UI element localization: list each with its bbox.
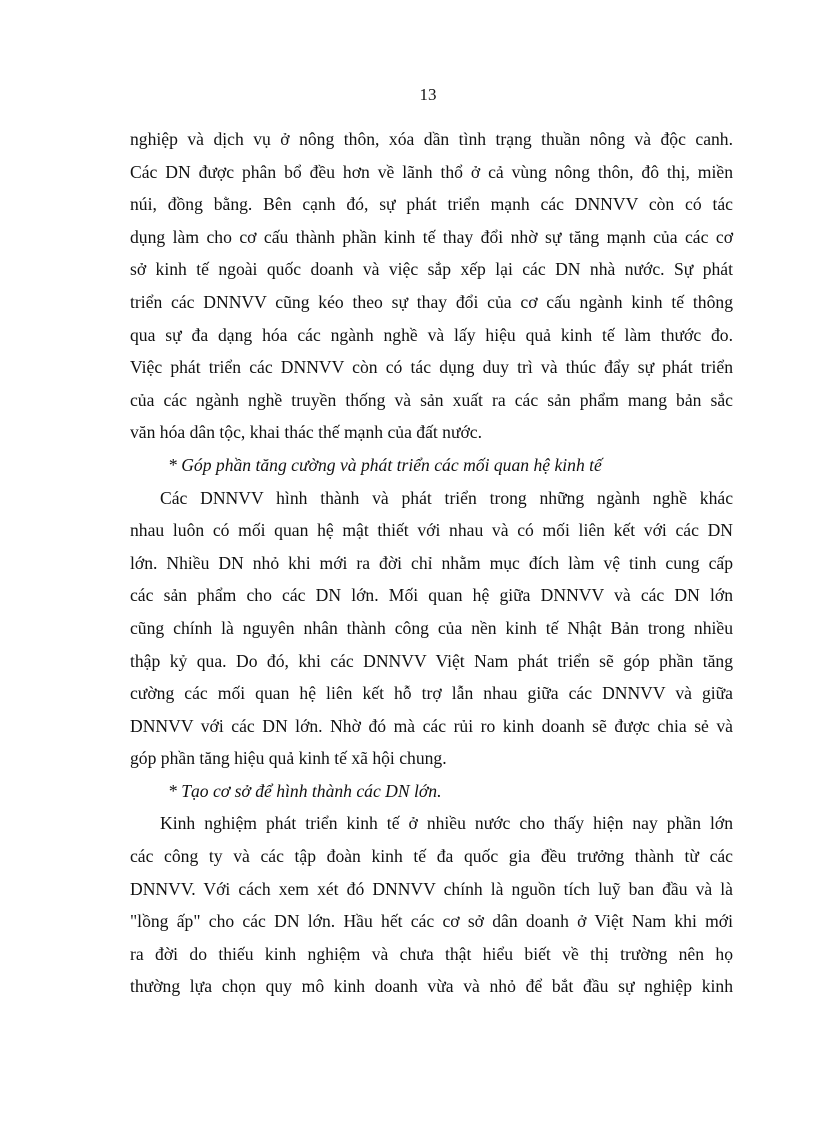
text-line: ra đời do thiếu kinh nghiệm và chưa thật hiểu biết về thị trường nên họ xyxy=(130,943,733,964)
text-line: triển các DNNVV cũng kéo theo sự thay đổi của cơ cấu ngành kinh tế thông xyxy=(130,291,733,312)
text-line: sở kinh tế ngoài quốc doanh và việc sắp xếp lại các DN nhà nước. Sự phát xyxy=(130,259,733,280)
text-line: nhau luôn có mối quan hệ mật thiết với nhau và có mối liên kết với các DN xyxy=(130,520,733,541)
text-line: thường lựa chọn quy mô kinh doanh vừa và nhỏ để bắt đầu sự nghiệp kinh xyxy=(130,976,733,997)
section-heading: * Tạo cơ sở để hình thành các DN lớn. xyxy=(168,780,442,801)
text-line: qua sự đa dạng hóa các ngành nghề và lấy hiệu quả kinh tế làm thước đo. xyxy=(130,324,733,345)
text-line: dụng làm cho cơ cấu thành phần kinh tế thay đổi nhờ sự tăng mạnh của các cơ xyxy=(130,226,733,247)
section-heading: * Góp phần tăng cường và phát triển các mối quan hệ kinh tế xyxy=(168,454,602,475)
text-line: của các ngành nghề truyền thống và sản xuất ra các sản phẩm mang bản sắc xyxy=(130,389,733,410)
text-line: Các DNNVV hình thành và phát triển trong những ngành nghề khác xyxy=(160,487,733,508)
text-line: cường các mối quan hệ liên kết hỗ trợ lẫn nhau giữa các DNNVV và giữa xyxy=(130,683,733,704)
text-line: cũng chính là nguyên nhân thành công của nền kinh tế Nhật Bản trong nhiều xyxy=(130,617,733,638)
text-line: các công ty và các tập đoàn kinh tế đa quốc gia đều trưởng thành từ các xyxy=(130,846,733,867)
text-line: nghiệp và dịch vụ ở nông thôn, xóa dần tình trạng thuần nông và độc canh. xyxy=(130,129,733,149)
text-line: Việc phát triển các DNNVV còn có tác dụng duy trì và thúc đẩy sự phát triển xyxy=(130,357,733,378)
text-line: "lồng ấp" cho các DN lớn. Hầu hết các cơ sở dân doanh ở Việt Nam khi mới xyxy=(130,911,733,932)
text-line: thập kỷ qua. Do đó, khi các DNNVV Việt Nam phát triển sẽ góp phần tăng xyxy=(130,650,733,671)
text-line: lớn. Nhiều DN nhỏ khi mới ra đời chỉ nhằm mục đích làm vệ tinh cung cấp xyxy=(130,552,733,573)
text-line: góp phần tăng hiệu quả kinh tế xã hội chung. xyxy=(130,748,447,769)
text-line: các sản phẩm cho các DN lớn. Mối quan hệ giữa DNNVV và các DN lớn xyxy=(130,585,733,606)
text-line: DNNVV. Với cách xem xét đó DNNVV chính là nguồn tích luỹ ban đầu và là xyxy=(130,878,733,899)
text-line: DNNVV với các DN lớn. Nhờ đó mà các rủi ro kinh doanh sẽ được chia sẻ và xyxy=(130,715,733,736)
page-number: 13 xyxy=(419,85,437,104)
body-text xyxy=(130,123,733,1003)
text-line: núi, đồng bằng. Bên cạnh đó, sự phát triển mạnh các DNNVV còn có tác xyxy=(130,194,733,215)
text-line: Kinh nghiệm phát triển kinh tế ở nhiều nước cho thấy hiện nay phần lớn xyxy=(160,813,733,834)
text-line: Các DN được phân bổ đều hơn về lãnh thổ ở cả vùng nông thôn, đô thị, miền xyxy=(130,161,733,182)
text-line: văn hóa dân tộc, khai thác thế mạnh của đất nước. xyxy=(130,422,483,443)
